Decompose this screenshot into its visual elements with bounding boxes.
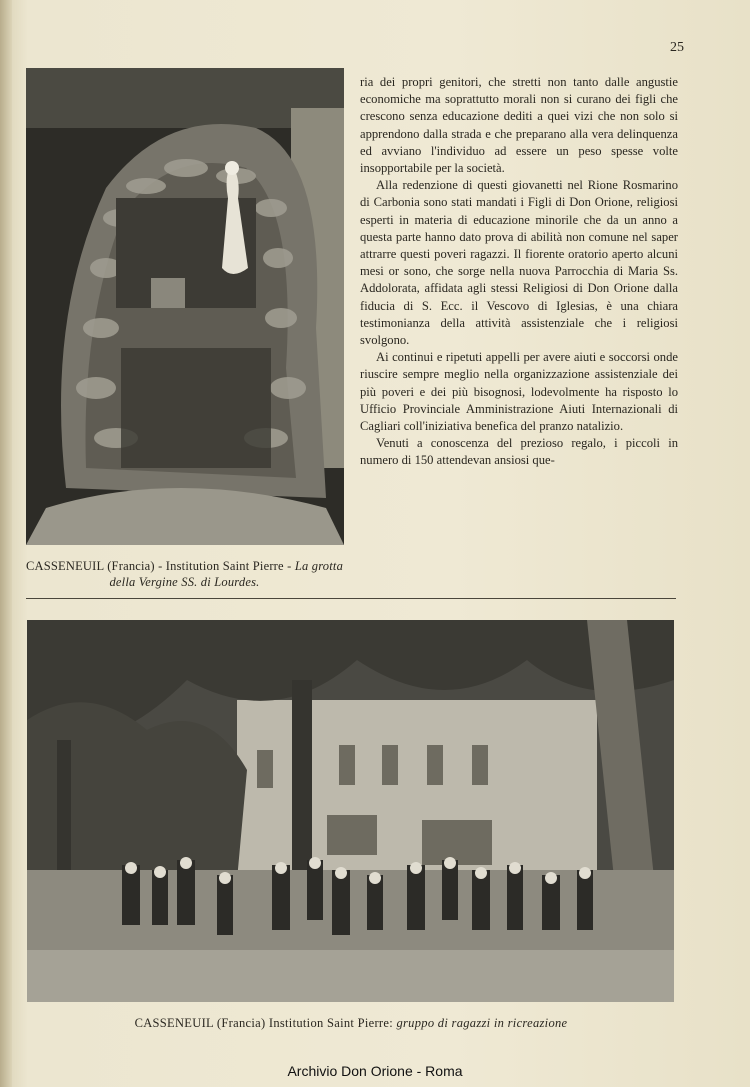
grotto-caption-description: La grotta della Vergine SS. di Lourdes. [109,559,344,589]
grotto-caption-label: CASSENEUIL (Francia) - Institution Saint Pierre - [25,559,295,573]
group-photo [27,620,674,1002]
book-spine-shadow [0,0,12,1087]
group-photo-caption [26,1016,676,1031]
group-caption-description: gruppo di ragazzi in ricreazione [396,1016,568,1030]
article-paragraph-2: Alla redenzione di questi giovanetti nel Rione Rosmarino di Carbonia sono stati mandati i Figli di Don Orione, religiosi esperti in materia di educazione minorile che da un anno a questa parte hanno dato prova di abilità non comune nel saper attrarre questi poveri ragazzi. Il fiorente oratorio aperto alcuni mesi or sono, che sorge nella nuova Parrocchia di Maria Ss. Addolorata, affidata agli stessi Religiosi di Don Orione dalla fiducia di S. Ecc. il Vescovo di Iglesias, è una chiara testimonianza della attività assistenziale che i religiosi svolgono. [360,178,678,348]
article-paragraph-1: ria dei propri genitori, che stretti non tanto dalle angustie economiche ma soprattutto morali non si curano dei figli che crescono senza educazione dediti a quei vizi che non solo si apprendono dalla strada e che preparano alla vera delinquenza ed avviano l'individuo ad essere un peso spesse volte insopportabile per la società. [360,75,678,176]
archive-footer: Archivio Don Orione - Roma [287,1063,463,1079]
article-text-column [360,74,678,470]
grotto-photo-caption [22,558,347,590]
section-divider [26,598,676,599]
article-paragraph-3: Ai continui e ripetuti appelli per avere aiuti e soccorsi onde riuscire sempre meglio nella organizzazione assistenziale dei più poveri e dei più bisognosi, lodevolmente ha risposto lo Ufficio Provinciale Amministrazione Aiuti Internazionali di Cagliari coll'iniziativa benefica del pranzo natalizio. [360,350,678,434]
page-number: 25 [670,40,684,55]
group-caption-label: CASSENEUIL (Francia) Institution Saint Pierre: [134,1016,397,1030]
grotto-photo [26,68,344,545]
article-paragraph-4: Venuti a conoscenza del prezioso regalo, i piccoli in numero di 150 attendevan ansiosi que- [360,436,678,468]
